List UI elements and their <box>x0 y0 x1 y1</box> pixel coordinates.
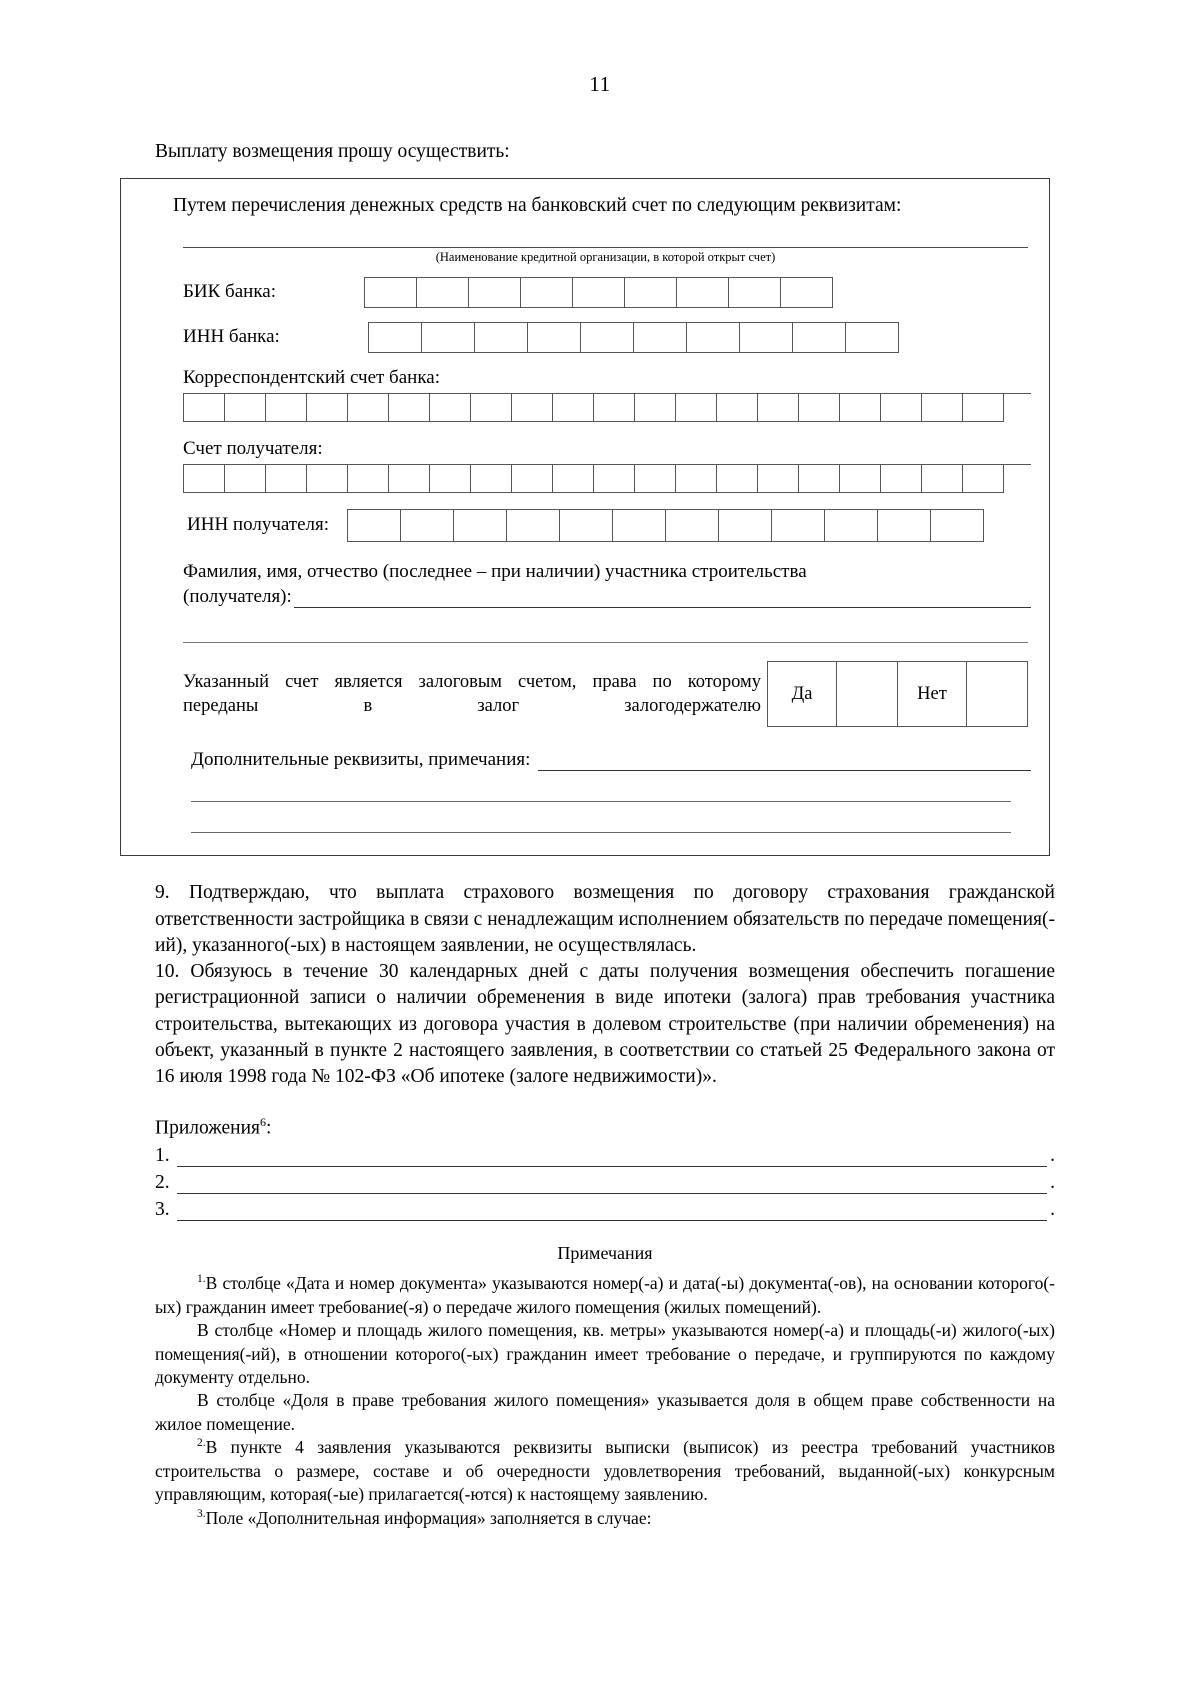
corr-account-input-cells[interactable] <box>183 393 1031 422</box>
character-box[interactable] <box>225 465 266 493</box>
note-item <box>155 1319 1055 1389</box>
note-text: В столбце «Доля в праве требования жилого помещения» указывается доля в общем праве собственности на жилое помещение. <box>155 1390 1055 1434</box>
attachments-title <box>155 1115 1055 1140</box>
pledge-no-checkbox[interactable] <box>967 662 1028 727</box>
character-box[interactable] <box>676 394 717 422</box>
note-text: Поле «Дополнительная информация» заполняется в случае: <box>205 1507 652 1528</box>
bik-input-cells[interactable] <box>364 277 833 308</box>
bank-name-input-rule[interactable] <box>183 225 1028 248</box>
page-number: 11 <box>589 72 611 96</box>
corr-account-block <box>173 367 1031 422</box>
attachment-input-rule[interactable] <box>177 1149 1047 1167</box>
bik-label: БИК банка: <box>183 281 276 303</box>
notes-title: Примечания <box>557 1243 653 1264</box>
character-box[interactable] <box>931 510 984 542</box>
note-marker: 3. <box>197 1507 206 1520</box>
character-box[interactable] <box>553 465 594 493</box>
list-item <box>155 1199 1055 1221</box>
character-box[interactable] <box>348 465 389 493</box>
note-text: В столбце «Номер и площадь жилого помещения, кв. метры» указываются номер(-а) и площадь(-и) жилого(-ых) помещения(-ий), в отношении которого(-ых) гражданин имеет требование о передаче, и группируются по каждому документу отдельно. <box>155 1320 1055 1387</box>
payment-method-lead-text: Выплату возмещения прошу осуществить: <box>155 141 510 162</box>
character-box[interactable] <box>840 394 881 422</box>
character-box[interactable] <box>225 394 266 422</box>
character-box[interactable] <box>635 465 676 493</box>
character-box[interactable] <box>781 278 833 308</box>
attachment-number: 3. <box>155 1199 170 1221</box>
character-box[interactable] <box>793 323 846 353</box>
note-item <box>155 1507 1055 1530</box>
character-box[interactable] <box>922 394 963 422</box>
extra-requisites-row <box>191 749 1031 771</box>
character-box[interactable] <box>846 323 899 353</box>
attachment-trailing-dot: . <box>1050 1172 1055 1194</box>
fio-input-rule[interactable] <box>294 587 1031 608</box>
note-text: В столбце «Дата и номер документа» указываются номер(-а) и дата(-ы) документа(-ов), на основании которого(-ых) гражданин имеет требование(-я) о передаче жилого помещения (жилых помещений). <box>155 1273 1055 1317</box>
extra-requisites-rule-3[interactable] <box>191 806 1011 833</box>
character-box[interactable] <box>507 510 560 542</box>
attachment-trailing-dot: . <box>1050 1199 1055 1221</box>
character-box[interactable] <box>369 323 422 353</box>
character-box[interactable] <box>389 394 430 422</box>
pledge-yes-label: Да <box>768 662 837 727</box>
character-box[interactable] <box>401 510 454 542</box>
character-box[interactable] <box>881 465 922 493</box>
extra-requisites-rule-2[interactable] <box>191 775 1011 802</box>
character-box[interactable] <box>365 278 417 308</box>
attachments-list <box>155 1145 1055 1221</box>
character-box[interactable] <box>454 510 507 542</box>
fio-label: (получателя): <box>183 586 292 608</box>
character-box[interactable] <box>528 323 581 353</box>
character-box[interactable] <box>772 510 825 542</box>
character-box[interactable] <box>417 278 469 308</box>
pledge-no-label: Нет <box>898 662 967 727</box>
character-box[interactable] <box>389 465 430 493</box>
character-box[interactable] <box>799 394 840 422</box>
character-box[interactable] <box>348 510 401 542</box>
character-box[interactable] <box>471 394 512 422</box>
character-box[interactable] <box>471 465 512 493</box>
attachments-title-text: Приложения <box>155 1117 260 1139</box>
bank-requisites-box <box>120 178 1050 856</box>
character-box[interactable] <box>184 394 225 422</box>
receiver-account-input-cells[interactable] <box>183 464 1031 493</box>
character-box[interactable] <box>878 510 931 542</box>
character-box[interactable] <box>348 394 389 422</box>
character-box[interactable] <box>677 278 729 308</box>
page-content <box>155 140 1055 1530</box>
attachments-title-colon: : <box>265 1117 272 1139</box>
pledge-yes-checkbox[interactable] <box>837 662 898 727</box>
inn-bank-field-row <box>173 322 1031 353</box>
pledge-question-text: Указанный счет является залоговым счетом, права по которому переданы в залог залогодержателю <box>183 662 768 727</box>
character-box[interactable] <box>430 394 471 422</box>
character-box[interactable] <box>573 278 625 308</box>
character-box[interactable] <box>184 465 225 493</box>
list-item <box>155 1145 1055 1167</box>
character-box[interactable] <box>758 394 799 422</box>
character-box[interactable] <box>634 323 687 353</box>
table-row <box>183 662 1028 727</box>
inn-bank-input-cells[interactable] <box>368 322 899 353</box>
fio-input-row <box>183 586 1031 608</box>
corr-account-label: Корреспондентский счет банка: <box>183 366 440 388</box>
bik-field-row <box>173 277 1031 308</box>
character-box[interactable] <box>560 510 613 542</box>
inn-receiver-input-cells[interactable] <box>347 509 984 542</box>
character-box[interactable] <box>475 323 528 353</box>
character-box[interactable] <box>740 323 793 353</box>
paragraph-9: 9. Подтверждаю, что выплата страхового возмещения по договору страхования гражданской ответственности застройщика в связи с ненадлежащим исполнением обязательств по передаче помещения(-ий), указанного(-ых) в настоящем заявлении, не осуществлялась. <box>155 882 1055 956</box>
character-box[interactable] <box>594 394 635 422</box>
character-box[interactable] <box>719 510 772 542</box>
inn-receiver-label: ИНН получателя: <box>187 514 330 536</box>
character-box[interactable] <box>625 278 677 308</box>
character-box[interactable] <box>840 465 881 493</box>
character-box[interactable] <box>729 278 781 308</box>
character-box[interactable] <box>266 465 307 493</box>
character-box[interactable] <box>553 394 594 422</box>
attachment-number: 1. <box>155 1145 170 1167</box>
character-box[interactable] <box>469 278 521 308</box>
character-box[interactable] <box>758 465 799 493</box>
extra-requisites-block <box>191 749 1031 833</box>
note-text: В пункте 4 заявления указываются реквизиты выписки (выписок) из реестра требований участников строительства о размере, составе и об очередности удовлетворения требований, выданной(-ых) конкурсным управляющим, которая(-ые) прилагается(-ются) к настоящему заявлению. <box>155 1437 1055 1505</box>
note-marker: 2. <box>197 1437 206 1450</box>
character-box[interactable] <box>717 465 758 493</box>
bank-requisites-inner <box>121 179 1049 855</box>
note-marker: 1. <box>197 1273 206 1286</box>
character-box[interactable] <box>676 465 717 493</box>
character-box[interactable] <box>581 323 634 353</box>
character-box[interactable] <box>512 465 553 493</box>
character-box[interactable] <box>521 278 573 308</box>
pledge-account-block <box>183 661 1028 727</box>
fio-block <box>173 560 1031 644</box>
note-item <box>155 1389 1055 1436</box>
character-box[interactable] <box>963 394 1004 422</box>
character-box[interactable] <box>422 323 475 353</box>
extra-requisites-label: Дополнительные реквизиты, примечания: <box>191 749 531 771</box>
extra-requisites-input-rule[interactable] <box>538 750 1031 771</box>
paragraph-10: 10. Обязуюсь в течение 30 календарных дней с даты получения возмещения обеспечить погашение регистрационной записи о наличии обременения в виде ипотеки (залога) прав требования участника строительства, вытекающих из договора участия в долевом строительстве (при наличии обременения) на объект, указанный в пункте 2 настоящего заявления, в соответствии со статьей 25 Федерального закона от 16 июля 1998 года № 102-ФЗ «Об ипотеке (залоге недвижимости)». <box>155 961 1055 1088</box>
character-box[interactable] <box>717 394 758 422</box>
character-box[interactable] <box>963 465 1004 493</box>
character-box[interactable] <box>687 323 740 353</box>
bank-name-caption: (Наименование кредитной организации, в которой открыт счет) <box>435 249 776 264</box>
character-box[interactable] <box>666 510 719 542</box>
pledge-account-table <box>183 661 1028 727</box>
attachment-input-rule[interactable] <box>177 1203 1047 1221</box>
fio-input-rule-second-line[interactable] <box>183 616 1028 643</box>
character-box[interactable] <box>799 465 840 493</box>
character-box[interactable] <box>266 394 307 422</box>
note-item <box>155 1272 1055 1319</box>
fio-description: Фамилия, имя, отчество (последнее – при наличии) участника строительства <box>183 560 807 582</box>
attachment-number: 2. <box>155 1172 170 1194</box>
attachments-footnote-marker: 6 <box>259 1114 266 1129</box>
list-item <box>155 1172 1055 1194</box>
character-box[interactable] <box>512 394 553 422</box>
inn-bank-label: ИНН банка: <box>183 326 280 348</box>
character-box[interactable] <box>307 394 348 422</box>
character-box[interactable] <box>594 465 635 493</box>
attachment-trailing-dot: . <box>1050 1145 1055 1167</box>
character-box[interactable] <box>307 465 348 493</box>
character-box[interactable] <box>825 510 878 542</box>
character-box[interactable] <box>635 394 676 422</box>
inn-receiver-field-row <box>173 509 1031 542</box>
attachment-input-rule[interactable] <box>177 1176 1047 1194</box>
character-box[interactable] <box>922 465 963 493</box>
receiver-account-label: Счет получателя: <box>183 437 323 459</box>
bank-transfer-title: Путем перечисления денежных средств на банковский счет по следующим реквизитам: <box>173 195 902 217</box>
character-box[interactable] <box>430 465 471 493</box>
note-item <box>155 1436 1055 1506</box>
character-box[interactable] <box>881 394 922 422</box>
receiver-account-block <box>173 438 1031 493</box>
character-box[interactable] <box>613 510 666 542</box>
